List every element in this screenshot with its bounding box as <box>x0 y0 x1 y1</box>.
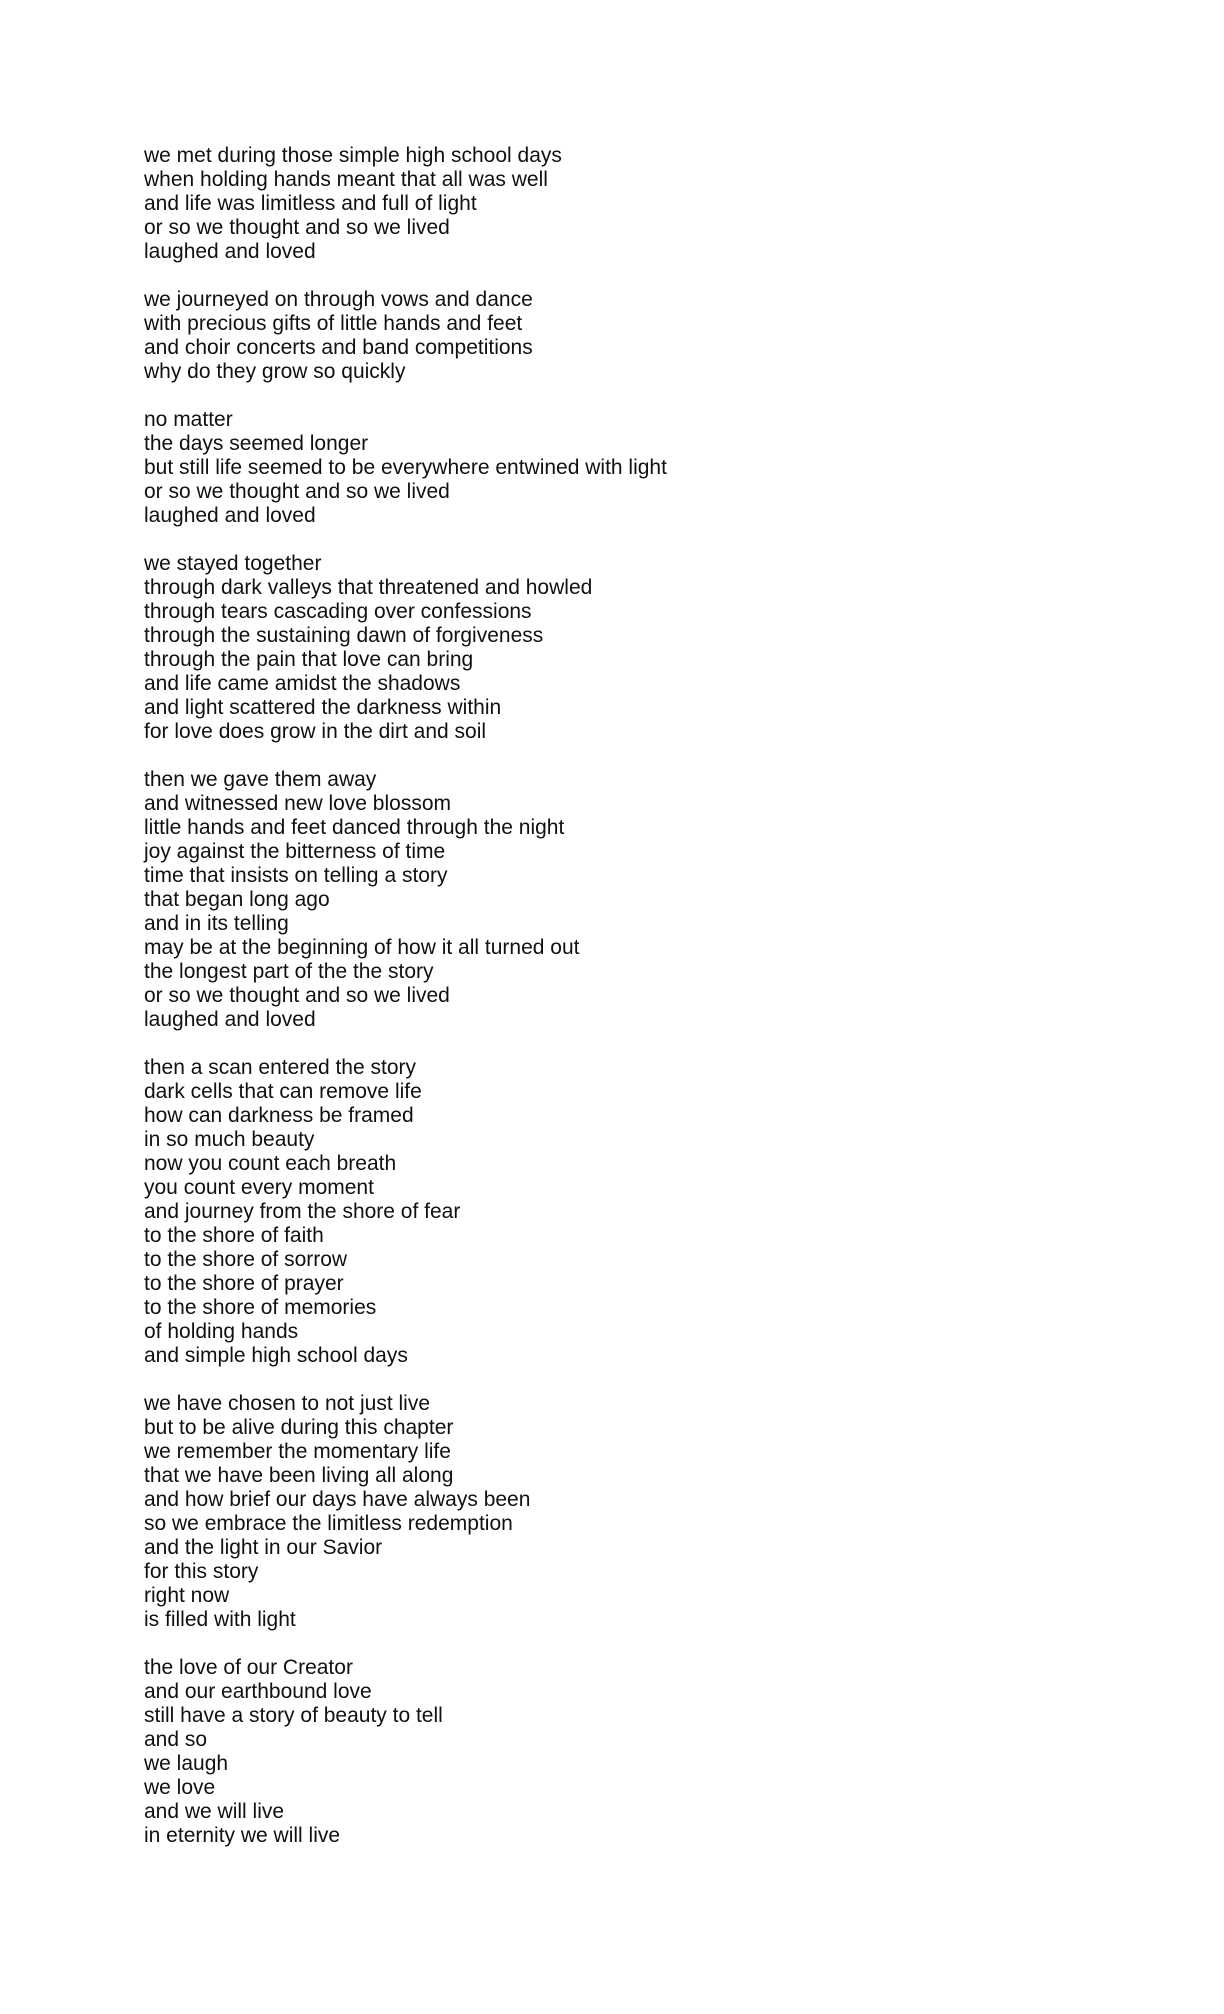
poem-line: in so much beauty <box>144 1128 315 1151</box>
poem-line: but still life seemed to be everywhere entwined with light <box>144 456 667 479</box>
stanza <box>144 1656 1104 1848</box>
poem-body <box>144 144 1104 1872</box>
poem-line: little hands and feet danced through the night <box>144 816 565 839</box>
poem-line: with precious gifts of little hands and feet <box>144 312 523 335</box>
poem-line: of holding hands <box>144 1320 299 1343</box>
stanza <box>144 288 1104 384</box>
poem-line: time that insists on telling a story <box>144 864 448 887</box>
poem-line: for this story <box>144 1560 259 1583</box>
poem-line: we remember the momentary life <box>144 1440 451 1463</box>
poem-line: we laugh <box>144 1752 229 1775</box>
poem-line: now you count each breath <box>144 1152 397 1175</box>
poem-line: and we will live <box>144 1800 285 1823</box>
poem-line: for love does grow in the dirt and soil <box>144 720 487 743</box>
poem-line: may be at the beginning of how it all turned out <box>144 936 580 959</box>
poem-line: dark cells that can remove life <box>144 1080 422 1103</box>
poem-line: we stayed together <box>144 552 322 575</box>
poem-line: the longest part of the the story <box>144 960 434 983</box>
poem-line: the days seemed longer <box>144 432 369 455</box>
poem-line: then a scan entered the story <box>144 1056 417 1079</box>
poem-line: to the shore of prayer <box>144 1272 344 1295</box>
poem-line: and so <box>144 1728 208 1751</box>
poem-line: we journeyed on through vows and dance <box>144 288 533 311</box>
poem-line: still have a story of beauty to tell <box>144 1704 443 1727</box>
poem-line: is filled with light <box>144 1608 296 1631</box>
poem-line: through the sustaining dawn of forgiveness <box>144 624 544 647</box>
stanza <box>144 768 1104 1032</box>
poem-line: why do they grow so quickly <box>144 360 406 383</box>
poem-line: joy against the bitterness of time <box>144 840 446 863</box>
stanza <box>144 144 1104 264</box>
poem-line: and our earthbound love <box>144 1680 372 1703</box>
poem-line: through dark valleys that threatened and howled <box>144 576 593 599</box>
poem-line: laughed and loved <box>144 1008 316 1031</box>
poem-line: and journey from the shore of fear <box>144 1200 461 1223</box>
poem-line: or so we thought and so we lived <box>144 216 450 239</box>
poem-line: you count every moment <box>144 1176 374 1199</box>
poem-line: and the light in our Savior <box>144 1536 383 1559</box>
poem-line: laughed and loved <box>144 240 316 263</box>
poem-line: so we embrace the limitless redemption <box>144 1512 513 1535</box>
poem-line: to the shore of memories <box>144 1296 377 1319</box>
poem-line: to the shore of faith <box>144 1224 324 1247</box>
poem-line: or so we thought and so we lived <box>144 480 450 503</box>
poem-line: to the shore of sorrow <box>144 1248 348 1271</box>
poem-line: that we have been living all along <box>144 1464 454 1487</box>
poem-line: then we gave them away <box>144 768 377 791</box>
poem-line: that began long ago <box>144 888 330 911</box>
poem-line: through the pain that love can bring <box>144 648 474 671</box>
poem-line: and how brief our days have always been <box>144 1488 531 1511</box>
poem-line: and in its telling <box>144 912 289 935</box>
poem-line: right now <box>144 1584 230 1607</box>
poem-line: the love of our Creator <box>144 1656 353 1679</box>
poem-line: when holding hands meant that all was well <box>144 168 548 191</box>
stanza <box>144 1392 1104 1632</box>
poem-line: but to be alive during this chapter <box>144 1416 454 1439</box>
poem-line: and choir concerts and band competitions <box>144 336 533 359</box>
poem-line: and life was limitless and full of light <box>144 192 477 215</box>
poem-line: laughed and loved <box>144 504 316 527</box>
poem-line: we met during those simple high school days <box>144 144 562 167</box>
poem-line: through tears cascading over confessions <box>144 600 532 623</box>
poem-line: we love <box>144 1776 216 1799</box>
poem-line: and simple high school days <box>144 1344 408 1367</box>
poem-line: how can darkness be framed <box>144 1104 414 1127</box>
poem-line: and witnessed new love blossom <box>144 792 452 815</box>
poem-line: and life came amidst the shadows <box>144 672 461 695</box>
poem-line: we have chosen to not just live <box>144 1392 431 1415</box>
stanza <box>144 1056 1104 1368</box>
poem-line: and light scattered the darkness within <box>144 696 502 719</box>
poem-line: in eternity we will live <box>144 1824 341 1847</box>
poem-line: no matter <box>144 408 233 431</box>
poem-line: or so we thought and so we lived <box>144 984 450 1007</box>
stanza <box>144 408 1104 528</box>
stanza <box>144 552 1104 744</box>
